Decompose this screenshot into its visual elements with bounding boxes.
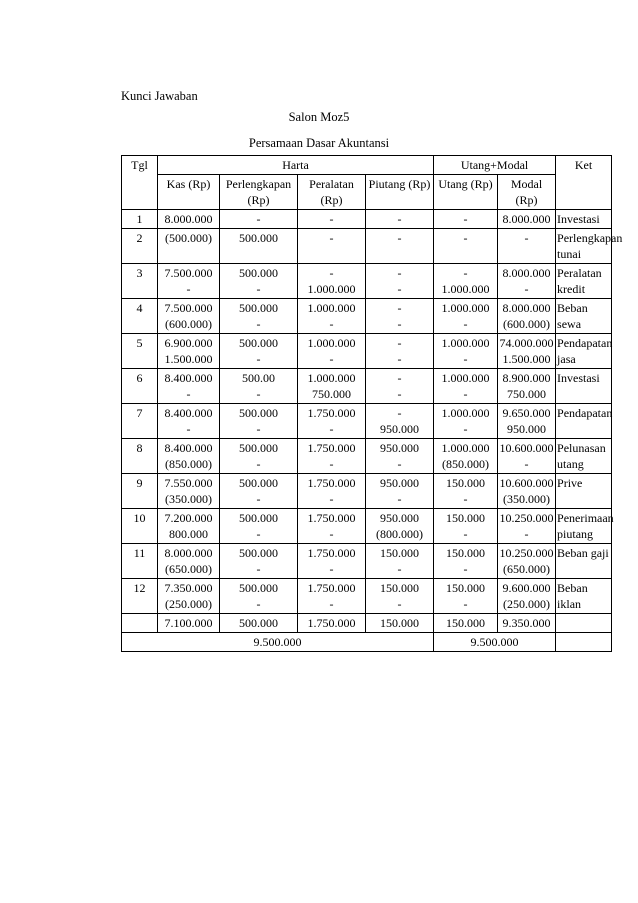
cell-peralatan-line-1: - xyxy=(329,212,334,226)
cell-kas-line-1: 7.550.000 xyxy=(164,476,213,490)
cell-piutang-line-2: - xyxy=(397,352,402,366)
cell-utang-line-1: - xyxy=(463,231,468,245)
cell-utang-line-1: 150.000 xyxy=(446,511,486,525)
cell-perlengkapan-line-2: - xyxy=(256,527,261,541)
cell-utang xyxy=(434,509,498,544)
cell-perlengkapan-line-2: - xyxy=(256,597,261,611)
cell-utang xyxy=(434,404,498,439)
grand-total-row xyxy=(122,633,612,652)
cell-kas xyxy=(158,544,220,579)
table-row xyxy=(122,369,612,404)
cell-modal-line-1: 8.900.000 xyxy=(502,371,551,385)
cell-peralatan xyxy=(298,299,366,334)
cell-perlengkapan xyxy=(220,439,298,474)
table-row xyxy=(122,404,612,439)
cell-piutang-line-2: - xyxy=(397,387,402,401)
cell-modal xyxy=(498,299,556,334)
cell-piutang xyxy=(366,299,434,334)
table-row xyxy=(122,509,612,544)
cell-ket: Investasi xyxy=(556,369,612,404)
cell-kas-line-2: (350.000) xyxy=(165,492,212,506)
cell-utang-line-2: 1.000.000 xyxy=(441,282,490,296)
table-row xyxy=(122,439,612,474)
total-perlengkapan: 500.000 xyxy=(220,614,298,633)
header-utang: Utang (Rp) xyxy=(434,175,498,210)
cell-utang-line-2: - xyxy=(463,562,468,576)
cell-tgl: 3 xyxy=(122,264,158,299)
cell-piutang xyxy=(366,509,434,544)
cell-modal xyxy=(498,509,556,544)
cell-peralatan xyxy=(298,439,366,474)
cell-kas-line-2: 800.000 xyxy=(169,527,208,541)
cell-ket: Prive xyxy=(556,474,612,509)
cell-modal xyxy=(498,579,556,614)
cell-perlengkapan-line-2: - xyxy=(256,352,261,366)
cell-peralatan-line-2: - xyxy=(329,562,334,576)
cell-utang-line-1: - xyxy=(463,212,468,226)
cell-piutang-line-1: - xyxy=(397,266,402,280)
cell-piutang-line-1: - xyxy=(397,212,402,226)
cell-kas-line-2: - xyxy=(186,422,191,436)
cell-modal-line-1: 9.600.000 xyxy=(502,581,551,595)
cell-piutang-line-2: - xyxy=(397,562,402,576)
cell-kas-line-1: (500.000) xyxy=(165,231,212,245)
cell-peralatan xyxy=(298,579,366,614)
cell-modal xyxy=(498,334,556,369)
totals-empty-tgl xyxy=(122,614,158,633)
cell-modal-line-1: 8.000.000 xyxy=(502,212,551,226)
cell-tgl: 5 xyxy=(122,334,158,369)
cell-utang xyxy=(434,474,498,509)
cell-peralatan-line-1: 1.000.000 xyxy=(307,336,356,350)
cell-piutang xyxy=(366,439,434,474)
cell-utang-line-2: - xyxy=(463,527,468,541)
cell-perlengkapan-line-1: 500.000 xyxy=(239,336,278,350)
cell-modal-line-2: (250.000) xyxy=(503,597,551,611)
cell-tgl: 11 xyxy=(122,544,158,579)
cell-modal xyxy=(498,439,556,474)
cell-perlengkapan-line-1: 500.000 xyxy=(239,406,278,420)
cell-perlengkapan xyxy=(220,210,298,229)
cell-piutang xyxy=(366,264,434,299)
cell-kas xyxy=(158,334,220,369)
header-tgl: Tgl xyxy=(122,156,158,210)
header-utang-modal: Utang+Modal xyxy=(434,156,556,175)
cell-modal xyxy=(498,404,556,439)
cell-modal-line-2: 750.000 xyxy=(507,387,547,401)
cell-kas-line-1: 8.000.000 xyxy=(164,212,213,226)
table-row xyxy=(122,299,612,334)
cell-kas-line-1: 8.400.000 xyxy=(164,441,213,455)
cell-tgl: 2 xyxy=(122,229,158,264)
table-row xyxy=(122,474,612,509)
cell-tgl: 7 xyxy=(122,404,158,439)
header-row-2 xyxy=(122,175,612,210)
header-perlengkapan: Perlengkapan (Rp) xyxy=(220,175,298,210)
cell-piutang xyxy=(366,544,434,579)
cell-piutang-line-1: - xyxy=(397,371,402,385)
cell-perlengkapan-line-1: 500.000 xyxy=(239,266,278,280)
cell-piutang-line-1: 950.000 xyxy=(380,441,420,455)
cell-peralatan xyxy=(298,369,366,404)
header-row-1 xyxy=(122,156,612,175)
cell-modal-line-2: - xyxy=(524,282,529,296)
cell-kas-line-1: 8.400.000 xyxy=(164,371,213,385)
cell-kas-line-1: 7.350.000 xyxy=(164,581,213,595)
cell-utang-line-1: 1.000.000 xyxy=(441,441,490,455)
cell-utang xyxy=(434,299,498,334)
table-row xyxy=(122,334,612,369)
cell-ket: Perlengkapan tunai xyxy=(556,229,612,264)
table-subtitle: Persamaan Dasar Akuntansi xyxy=(248,136,390,150)
cell-peralatan-line-2: - xyxy=(329,317,334,331)
grand-total-utang-modal: 9.500.000 xyxy=(434,633,556,652)
cell-peralatan xyxy=(298,334,366,369)
cell-piutang xyxy=(366,334,434,369)
cell-piutang-line-1: - xyxy=(397,301,402,315)
cell-perlengkapan-line-1: 500.000 xyxy=(239,546,278,560)
cell-modal-line-1: 8.000.000 xyxy=(502,301,551,315)
cell-modal-line-2: 950.000 xyxy=(507,422,547,436)
cell-utang-line-2: - xyxy=(463,597,468,611)
table-row xyxy=(122,210,612,229)
cell-perlengkapan xyxy=(220,544,298,579)
cell-perlengkapan-line-1: 500.000 xyxy=(239,301,278,315)
cell-kas xyxy=(158,229,220,264)
cell-kas-line-2: (250.000) xyxy=(165,597,212,611)
cell-ket: Investasi xyxy=(556,210,612,229)
cell-piutang xyxy=(366,210,434,229)
cell-utang-line-1: - xyxy=(463,266,468,280)
cell-piutang-line-2: - xyxy=(397,317,402,331)
cell-piutang xyxy=(366,404,434,439)
cell-kas-line-1: 7.500.000 xyxy=(164,266,213,280)
cell-kas-line-1: 8.000.000 xyxy=(164,546,213,560)
cell-utang-line-1: 1.000.000 xyxy=(441,371,490,385)
cell-perlengkapan xyxy=(220,509,298,544)
cell-piutang-line-2: - xyxy=(397,282,402,296)
cell-tgl: 4 xyxy=(122,299,158,334)
cell-utang-line-2: - xyxy=(463,352,468,366)
cell-peralatan-line-2: - xyxy=(329,352,334,366)
cell-peralatan-line-1: - xyxy=(329,266,334,280)
grand-total-empty-ket xyxy=(556,633,612,652)
cell-ket: Beban gaji xyxy=(556,544,612,579)
heading: Kunci Jawaban xyxy=(121,89,198,103)
cell-peralatan-line-2: 750.000 xyxy=(312,387,351,401)
cell-perlengkapan-line-1: 500.000 xyxy=(239,581,278,595)
cell-kas xyxy=(158,299,220,334)
cell-modal xyxy=(498,264,556,299)
cell-tgl: 1 xyxy=(122,210,158,229)
cell-utang-line-2: - xyxy=(463,317,468,331)
cell-piutang-line-1: - xyxy=(397,336,402,350)
cell-modal-line-1: 10.250.000 xyxy=(499,546,554,560)
header-peralatan: Peralatan (Rp) xyxy=(298,175,366,210)
cell-perlengkapan xyxy=(220,369,298,404)
cell-perlengkapan-line-2: - xyxy=(256,457,261,471)
total-peralatan: 1.750.000 xyxy=(298,614,366,633)
cell-perlengkapan-line-1: 500.000 xyxy=(239,231,278,245)
cell-peralatan-line-1: 1.750.000 xyxy=(307,511,356,525)
cell-peralatan-line-2: - xyxy=(329,597,334,611)
cell-tgl: 6 xyxy=(122,369,158,404)
cell-piutang xyxy=(366,229,434,264)
cell-utang-line-2: - xyxy=(463,387,468,401)
cell-ket: Beban sewa xyxy=(556,299,612,334)
cell-piutang xyxy=(366,369,434,404)
cell-perlengkapan-line-1: 500.00 xyxy=(242,371,275,385)
cell-perlengkapan xyxy=(220,229,298,264)
cell-kas-line-2: - xyxy=(186,387,191,401)
cell-utang xyxy=(434,210,498,229)
cell-utang xyxy=(434,439,498,474)
cell-perlengkapan-line-2: - xyxy=(256,562,261,576)
cell-ket: Penerimaan piutang xyxy=(556,509,612,544)
cell-kas-line-1: 6.900.000 xyxy=(164,336,213,350)
cell-perlengkapan-line-2: - xyxy=(256,422,261,436)
totals-row xyxy=(122,614,612,633)
cell-peralatan-line-1: 1.000.000 xyxy=(307,371,356,385)
cell-utang xyxy=(434,229,498,264)
cell-kas xyxy=(158,369,220,404)
cell-utang-line-2: (850.000) xyxy=(442,457,490,471)
cell-perlengkapan xyxy=(220,474,298,509)
cell-peralatan xyxy=(298,404,366,439)
cell-kas-line-2: (600.000) xyxy=(165,317,212,331)
cell-peralatan-line-2: - xyxy=(329,492,334,506)
table-row xyxy=(122,264,612,299)
table-row xyxy=(122,544,612,579)
cell-modal-line-2: (350.000) xyxy=(503,492,551,506)
cell-utang-line-1: 150.000 xyxy=(446,581,486,595)
cell-modal-line-2: (600.000) xyxy=(503,317,551,331)
cell-modal-line-1: 10.600.000 xyxy=(499,441,554,455)
cell-piutang-line-1: 950.000 xyxy=(380,511,420,525)
cell-modal-line-1: - xyxy=(524,231,529,245)
cell-perlengkapan-line-2: - xyxy=(256,317,261,331)
cell-piutang xyxy=(366,579,434,614)
cell-modal xyxy=(498,544,556,579)
cell-peralatan-line-2: - xyxy=(329,457,334,471)
total-modal: 9.350.000 xyxy=(498,614,556,633)
cell-utang-line-1: 1.000.000 xyxy=(441,301,490,315)
cell-utang xyxy=(434,579,498,614)
cell-utang xyxy=(434,264,498,299)
cell-tgl: 12 xyxy=(122,579,158,614)
cell-peralatan xyxy=(298,509,366,544)
cell-piutang-line-1: - xyxy=(397,406,402,420)
cell-tgl: 8 xyxy=(122,439,158,474)
cell-modal xyxy=(498,474,556,509)
cell-peralatan-line-1: - xyxy=(329,231,334,245)
cell-peralatan-line-1: 1.750.000 xyxy=(307,476,356,490)
cell-modal-line-1: 8.000.000 xyxy=(502,266,551,280)
cell-peralatan-line-1: 1.750.000 xyxy=(307,581,356,595)
cell-piutang-line-2: (800.000) xyxy=(376,527,424,541)
cell-ket: Peralatan kredit xyxy=(556,264,612,299)
cell-peralatan xyxy=(298,474,366,509)
cell-perlengkapan-line-1: 500.000 xyxy=(239,511,278,525)
cell-peralatan xyxy=(298,210,366,229)
cell-piutang-line-2: - xyxy=(397,492,402,506)
cell-perlengkapan-line-1: 500.000 xyxy=(239,441,278,455)
cell-kas xyxy=(158,210,220,229)
totals-empty-ket xyxy=(556,614,612,633)
cell-tgl: 9 xyxy=(122,474,158,509)
cell-modal xyxy=(498,229,556,264)
cell-kas xyxy=(158,509,220,544)
header-modal: Modal (Rp) xyxy=(498,175,556,210)
cell-peralatan xyxy=(298,229,366,264)
cell-ket: Beban iklan xyxy=(556,579,612,614)
cell-kas xyxy=(158,404,220,439)
cell-utang-line-1: 150.000 xyxy=(446,476,486,490)
cell-utang-line-2: - xyxy=(463,422,468,436)
cell-perlengkapan-line-1: - xyxy=(256,212,261,226)
cell-perlengkapan xyxy=(220,404,298,439)
cell-utang-line-2: - xyxy=(463,492,468,506)
header-kas: Kas (Rp) xyxy=(158,175,220,210)
cell-perlengkapan-line-2: - xyxy=(256,282,261,296)
cell-perlengkapan xyxy=(220,579,298,614)
cell-perlengkapan-line-2: - xyxy=(256,492,261,506)
cell-kas-line-1: 7.200.000 xyxy=(164,511,213,525)
cell-perlengkapan-line-2: - xyxy=(256,387,261,401)
cell-perlengkapan xyxy=(220,334,298,369)
cell-ket: Pendapatan xyxy=(556,404,612,439)
cell-peralatan-line-1: 1.000.000 xyxy=(307,301,356,315)
cell-peralatan-line-2: 1.000.000 xyxy=(307,282,356,296)
cell-kas xyxy=(158,264,220,299)
total-utang: 150.000 xyxy=(434,614,498,633)
cell-piutang-line-1: 150.000 xyxy=(380,546,420,560)
cell-perlengkapan xyxy=(220,264,298,299)
cell-piutang-line-2: - xyxy=(397,457,402,471)
table-row xyxy=(122,579,612,614)
cell-modal xyxy=(498,369,556,404)
cell-peralatan xyxy=(298,264,366,299)
cell-kas-line-2: 1.500.000 xyxy=(164,352,213,366)
cell-piutang xyxy=(366,474,434,509)
cell-modal-line-2: 1.500.000 xyxy=(502,352,551,366)
cell-peralatan-line-2: - xyxy=(329,422,334,436)
cell-modal-line-1: 9.650.000 xyxy=(502,406,551,420)
table-row xyxy=(122,229,612,264)
total-piutang: 150.000 xyxy=(366,614,434,633)
cell-piutang-line-1: 150.000 xyxy=(380,581,420,595)
cell-peralatan-line-2: - xyxy=(329,527,334,541)
cell-utang xyxy=(434,369,498,404)
cell-piutang-line-1: - xyxy=(397,231,402,245)
cell-kas xyxy=(158,579,220,614)
cell-piutang-line-1: 950.000 xyxy=(380,476,420,490)
cell-kas-line-2: (850.000) xyxy=(165,457,212,471)
cell-peralatan xyxy=(298,544,366,579)
company-title: Salon Moz5 xyxy=(288,110,350,124)
cell-modal-line-2: - xyxy=(524,457,529,471)
cell-ket: Pendapatan jasa xyxy=(556,334,612,369)
cell-modal-line-1: 10.600.000 xyxy=(499,476,554,490)
cell-kas-line-2: - xyxy=(186,282,191,296)
total-kas: 7.100.000 xyxy=(158,614,220,633)
cell-utang xyxy=(434,544,498,579)
cell-peralatan-line-1: 1.750.000 xyxy=(307,441,356,455)
cell-modal-line-2: - xyxy=(524,527,529,541)
grand-total-harta: 9.500.000 xyxy=(122,633,434,652)
cell-peralatan-line-1: 1.750.000 xyxy=(307,406,356,420)
cell-tgl: 10 xyxy=(122,509,158,544)
cell-perlengkapan xyxy=(220,299,298,334)
cell-utang-line-1: 1.000.000 xyxy=(441,336,490,350)
cell-kas xyxy=(158,474,220,509)
header-ket: Ket xyxy=(556,156,612,210)
cell-perlengkapan-line-1: 500.000 xyxy=(239,476,278,490)
accounting-equation-table xyxy=(121,155,623,652)
cell-kas-line-1: 7.500.000 xyxy=(164,301,213,315)
cell-piutang-line-2: 950.000 xyxy=(380,422,420,436)
cell-modal-line-1: 10.250.000 xyxy=(499,511,554,525)
header-harta: Harta xyxy=(158,156,434,175)
cell-kas-line-2: (650.000) xyxy=(165,562,212,576)
cell-kas-line-1: 8.400.000 xyxy=(164,406,213,420)
cell-utang xyxy=(434,334,498,369)
cell-utang-line-1: 150.000 xyxy=(446,546,486,560)
cell-modal xyxy=(498,210,556,229)
header-piutang: Piutang (Rp) xyxy=(366,175,434,210)
cell-kas xyxy=(158,439,220,474)
cell-piutang-line-2: - xyxy=(397,597,402,611)
cell-peralatan-line-1: 1.750.000 xyxy=(307,546,356,560)
cell-modal-line-1: 74.000.000 xyxy=(499,336,554,350)
cell-ket: Pelunasan utang xyxy=(556,439,612,474)
cell-modal-line-2: (650.000) xyxy=(503,562,551,576)
cell-utang-line-1: 1.000.000 xyxy=(441,406,490,420)
